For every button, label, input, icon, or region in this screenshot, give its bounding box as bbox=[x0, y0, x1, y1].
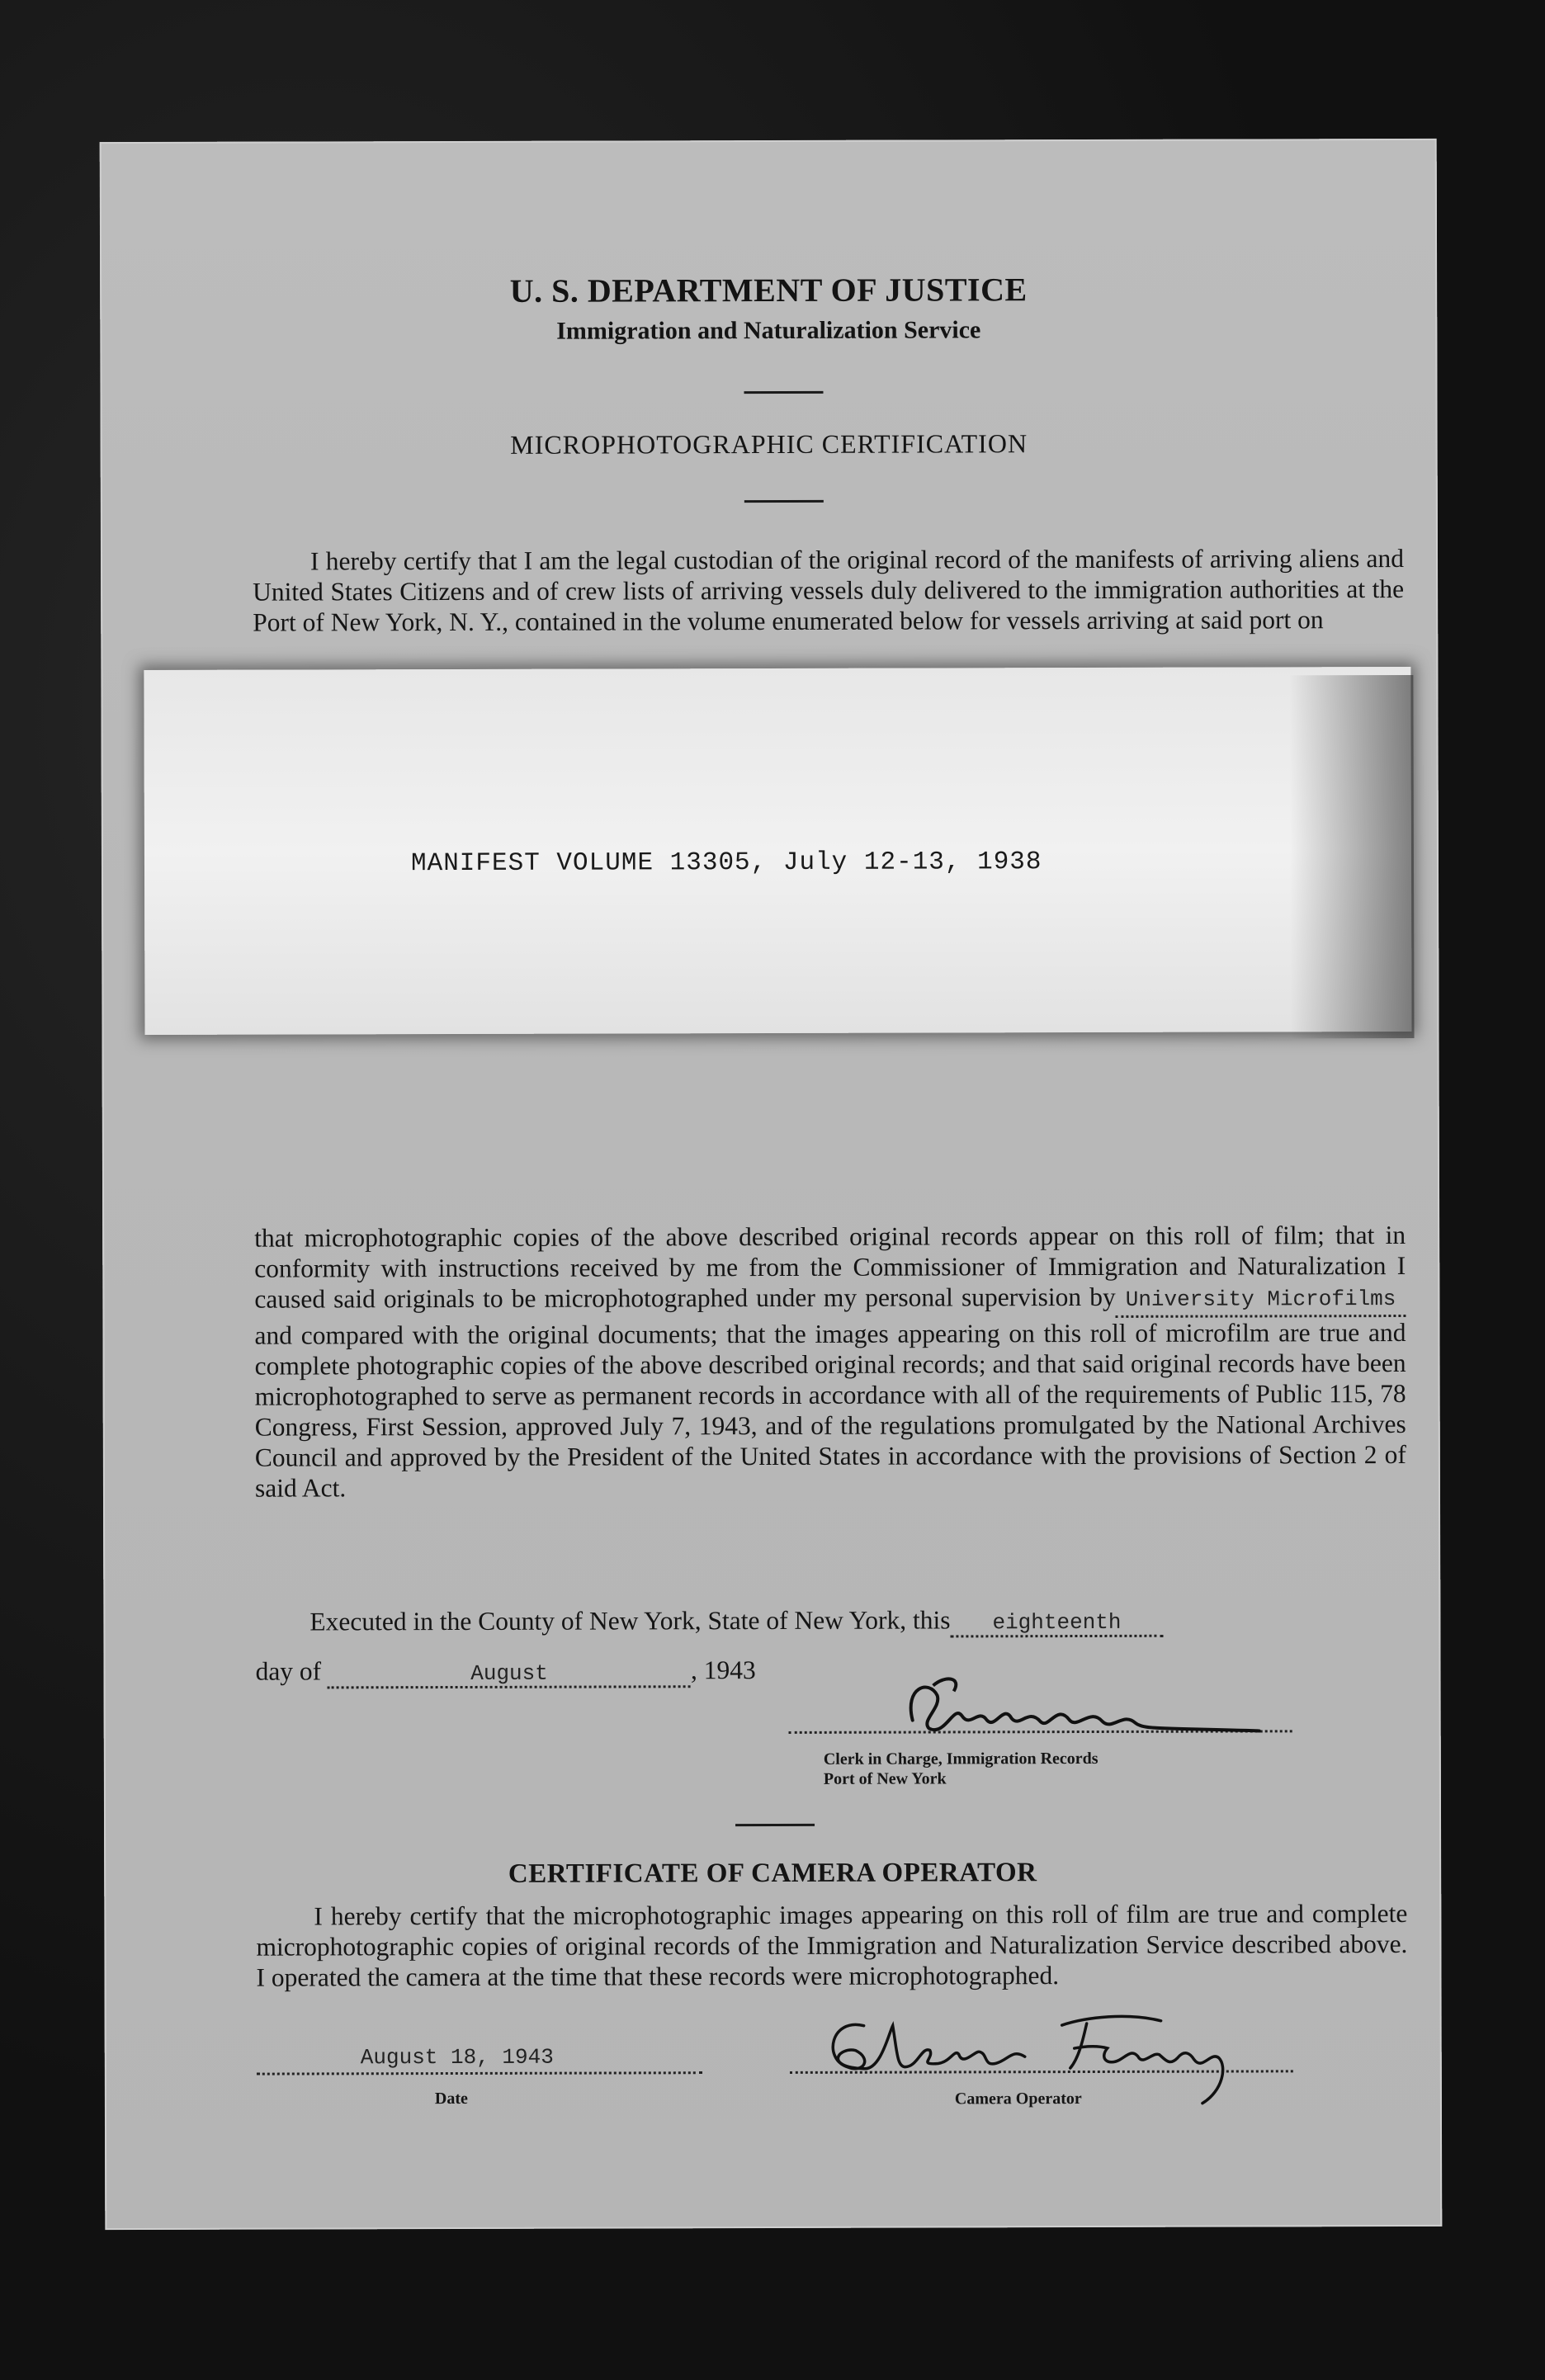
slip-shadow bbox=[1289, 675, 1414, 1038]
filmer-field bbox=[1116, 1281, 1406, 1318]
month-value: August bbox=[470, 1660, 548, 1686]
date-label: Date bbox=[434, 2089, 468, 2108]
body-part-2: and compared with the original documents; that the images appearing on this roll of microfilm are true and complete photographic copies of the above described original records; and that said original records have been microphotographed to serve as permanent records in accordance with all of the requirements of Public 115, 78 Congress, First Session, approved July 7, 1943, and of the regulations promulgated by the National Archives Council and approved by the President of the United States in accordance with the provisions of Section 2 of said Act. bbox=[254, 1317, 1406, 1503]
clerk-title-line2: Port of New York bbox=[823, 1769, 947, 1788]
certification-title: MICROPHOTOGRAPHIC CERTIFICATION bbox=[510, 428, 1028, 460]
date-line bbox=[255, 1655, 755, 1689]
day-field bbox=[950, 1605, 1163, 1638]
body-part-1: that microphotographic copies of the above described original records appear on this roll of film; that in conformity with instructions received by me from the Commissioner of Immigration and Naturalization I caused said originals to be microphotographed under my personal supervision by bbox=[254, 1220, 1406, 1314]
department-heading: U. S. DEPARTMENT OF JUSTICE bbox=[509, 271, 1028, 309]
divider bbox=[735, 1824, 815, 1826]
clerk-title-line1: Clerk in Charge, Immigration Records bbox=[823, 1749, 1099, 1768]
certificate-page bbox=[100, 139, 1443, 2230]
day-of-label: day of bbox=[255, 1656, 322, 1686]
clerk-title bbox=[824, 1749, 1099, 1789]
filmer-value: University Microfilms bbox=[1125, 1287, 1396, 1312]
camera-operator-certificate-text: I hereby certify that the microphotographic images appearing on this roll of film are true and complete microphotographic copies of original records of the Immigration and Naturalization Service described above. I operated the camera at the time that these records were microphotographed. bbox=[256, 1898, 1408, 1992]
certification-body bbox=[254, 1220, 1406, 1504]
service-heading: Immigration and Naturalization Service bbox=[556, 316, 981, 345]
manifest-volume-text: MANIFEST VOLUME 13305, July 12-13, 1938 bbox=[410, 848, 1042, 879]
execution-prefix: Executed in the County of New York, State of New York, this bbox=[309, 1605, 951, 1636]
clerk-signature bbox=[896, 1669, 1276, 1745]
divider bbox=[744, 500, 824, 503]
date-signature-line bbox=[257, 2071, 702, 2075]
intro-paragraph: I hereby certify that I am the legal custodian of the original record of the manifests of arriving aliens and United States Citizens and of crew lists of arriving vessels duly delivered to the immigration authorities at the Port of New York, N. Y., contained in the volume enumerated below for vessels arriving at said port on bbox=[253, 543, 1405, 637]
day-value: eighteenth bbox=[992, 1609, 1122, 1636]
camera-operator-label: Camera Operator bbox=[954, 2090, 1082, 2108]
year-value: , 1943 bbox=[690, 1655, 756, 1685]
month-field bbox=[328, 1655, 691, 1688]
certificate-date-value: August 18, 1943 bbox=[360, 2044, 554, 2071]
divider bbox=[744, 391, 823, 394]
execution-line bbox=[309, 1605, 1163, 1640]
camera-operator-certificate-title: CERTIFICATE OF CAMERA OPERATOR bbox=[508, 1858, 1037, 1889]
